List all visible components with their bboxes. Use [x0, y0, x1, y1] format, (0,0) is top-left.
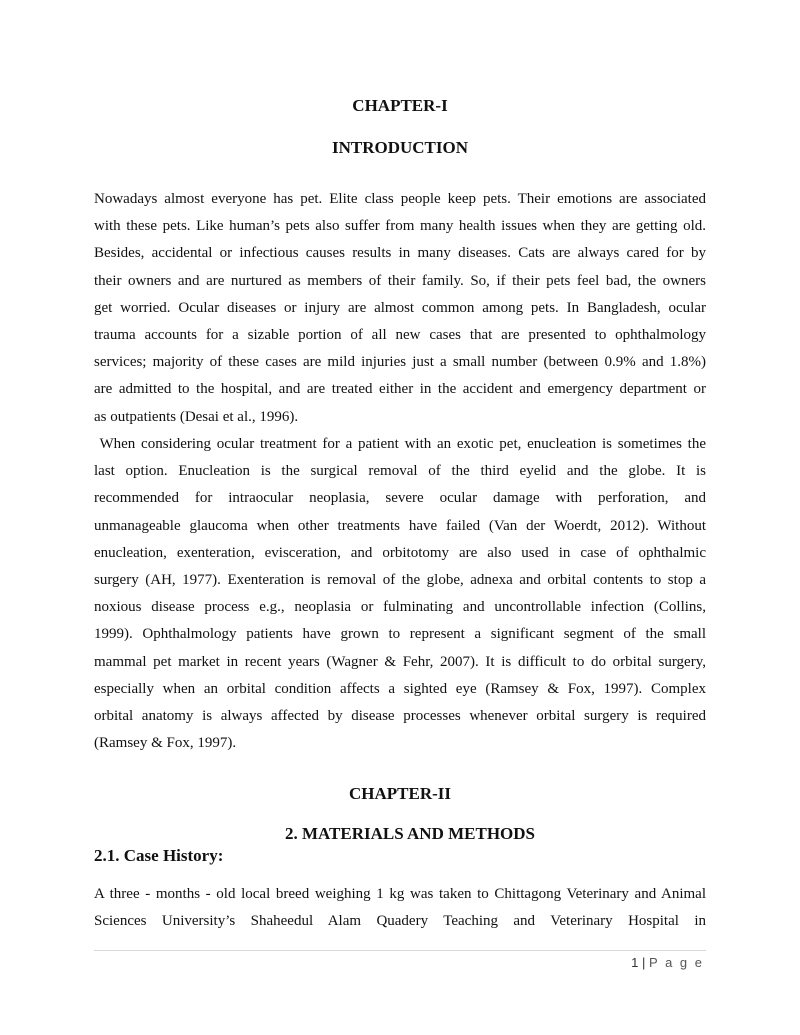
text-line: especially when an orbital condition affects a sighted eye (Ramsey & Fox, 1997). Complex: [94, 680, 706, 697]
text-line: Nowadays almost everyone has pet. Elite class people keep pets. Their emotions are associated: [94, 191, 706, 207]
text-line: (Ramsey & Fox, 1997).: [94, 735, 237, 752]
text-line: Sciences University’s Shaheedul Alam Quadery Teaching and Veterinary Hospital in: [94, 913, 706, 930]
text-line: recommended for intraocular neoplasia, severe ocular damage with perforation, and: [94, 490, 706, 507]
text-line: orbital anatomy is always affected by disease processes whenever orbital surgery is required: [94, 707, 706, 724]
intro-paragraph-1: [94, 186, 706, 431]
text-line: A three - months - old local breed weighing 1 kg was taken to Chittagong Veterinary and Animal: [94, 886, 706, 902]
chapter-1-title: CHAPTER-I: [352, 96, 448, 115]
text-line: When considering ocular treatment for a patient with an exotic pet, enucleation is sometimes the: [94, 436, 706, 452]
text-line: mammal pet market in recent years (Wagner & Fehr, 2007). It is difficult to do orbital surgery,: [94, 653, 706, 670]
case-history-paragraph: [94, 881, 706, 935]
text-line: noxious disease process e.g., neoplasia or fulminating and uncontrollable infection (Collins,: [94, 599, 706, 616]
footer-separator: |: [642, 955, 646, 970]
text-line: are admitted to the hospital, and are treated either in the accident and emergency department or: [94, 381, 706, 398]
text-line: surgery (AH, 1977). Exenteration is removal of the globe, adnexa and orbital contents to stop a: [94, 571, 706, 588]
text-line: their owners and are nurtured as members of their family. So, if their pets feel bad, the owners: [94, 272, 706, 289]
chapter-2-title: CHAPTER-II: [348, 784, 451, 803]
text-line: Besides, accidental or infectious causes results in many diseases. Cats are always cared for by: [94, 245, 706, 262]
chapter-1-heading: INTRODUCTION: [331, 138, 469, 157]
text-line: trauma accounts for a sizable portion of all new cases that are presented to ophthalmology: [94, 326, 706, 343]
text-line: 1999). Ophthalmology patients have grown to represent a significant segment of the small: [94, 626, 706, 643]
page-label: P a g e: [649, 955, 704, 970]
text-line: services; majority of these cases are mild injuries just a small number (between 0.9% and 1.8%): [94, 354, 706, 371]
text-line: get worried. Ocular diseases or injury are almost common among pets. In Bangladesh, ocular: [94, 299, 706, 316]
footer-divider: [94, 950, 706, 951]
text-line: unmanageable glaucoma when other treatments have failed (Van der Woerdt, 2012). Without: [94, 517, 706, 534]
text-line: enucleation, exenteration, evisceration, and orbitotomy are also used in case of ophthalmic: [94, 544, 706, 561]
page-number: 1: [631, 955, 639, 970]
text-line: last option. Enucleation is the surgical removal of the third eyelid and the globe. It is: [94, 463, 706, 480]
text-line: as outpatients (Desai et al., 1996).: [94, 408, 299, 425]
intro-paragraph-2: [94, 431, 706, 757]
page-footer: [631, 955, 704, 970]
case-history-subheading: 2.1. Case History:: [94, 846, 224, 865]
text-line: with these pets. Like human’s pets also suffer from many health issues when they are getting old.: [94, 218, 706, 235]
chapter-2-heading: 2. MATERIALS AND METHODS: [285, 824, 535, 843]
